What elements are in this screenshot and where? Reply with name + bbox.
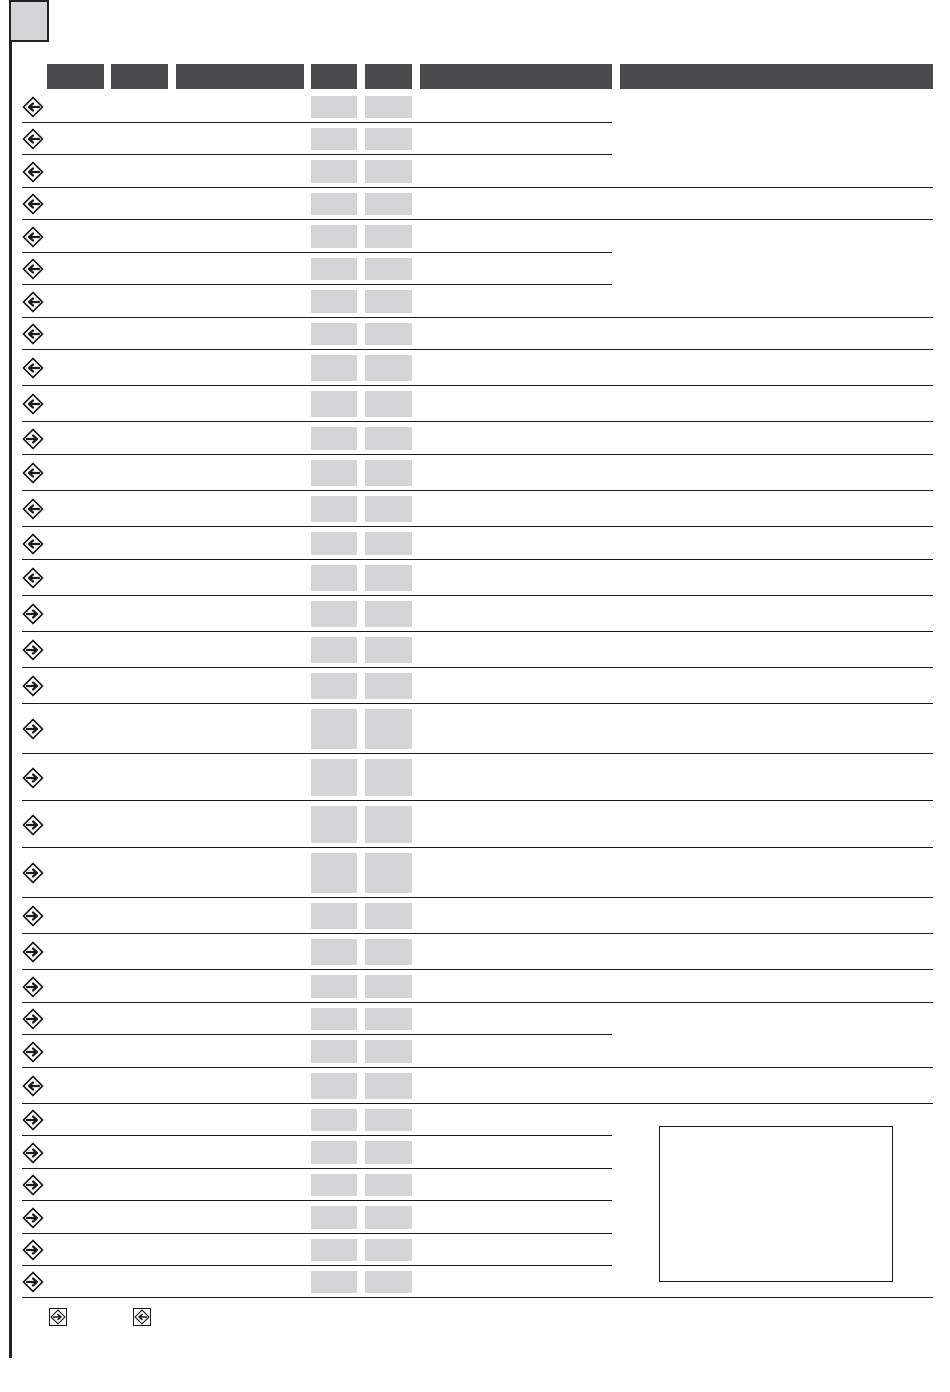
gray-cell-b [365,355,412,381]
header-cell-6 [420,64,612,89]
gray-cell-a [311,427,357,450]
row-divider [22,1265,612,1266]
gray-cell-a [311,1239,357,1261]
row-divider [22,1103,933,1104]
legend-output-icon [49,1308,67,1326]
gray-cell-a [311,903,357,929]
gray-cell-a [311,1206,357,1229]
diamond-arrow-right-icon [22,718,44,740]
gray-cell-b [365,759,412,796]
diamond-arrow-left-icon [22,1075,44,1097]
diamond-arrow-right-icon [22,1008,44,1030]
gray-cell-b [365,96,412,118]
row-divider [22,219,933,220]
diamond-arrow-left-icon [22,291,44,313]
gray-cell-a [311,1073,357,1099]
diamond-arrow-left-icon [22,226,44,248]
gray-cell-b [365,323,412,345]
row-divider [22,317,933,318]
gray-cell-a [311,258,357,280]
gray-cell-b [365,1239,412,1261]
gray-cell-b [365,903,412,929]
diamond-arrow-right-icon [22,1041,44,1063]
gray-cell-b [365,565,412,591]
row-divider [22,1002,933,1003]
gray-cell-b [365,391,412,417]
row-divider [22,284,612,285]
diamond-arrow-right-icon [22,767,44,789]
gray-cell-a [311,1109,357,1131]
page-tab [9,0,49,42]
row-divider [22,454,933,455]
diamond-arrow-right-icon [22,1207,44,1229]
gray-cell-a [311,565,357,591]
gray-cell-a [311,1008,357,1030]
header-cell-4 [311,64,357,89]
row-divider [22,187,933,188]
gray-cell-b [365,1040,412,1063]
gray-cell-a [311,193,357,215]
gray-cell-b [365,128,412,150]
gray-cell-a [311,496,357,522]
row-divider [22,385,933,386]
gray-cell-b [365,601,412,627]
gray-cell-a [311,290,357,313]
gray-cell-b [365,806,412,843]
gray-cell-b [365,193,412,215]
diamond-arrow-right-icon [22,862,44,884]
gray-cell-b [365,225,412,248]
row-divider [22,969,933,970]
row-divider [22,1297,933,1298]
gray-cell-b [365,1109,412,1131]
diamond-arrow-right-icon [22,675,44,697]
row-divider [22,1168,612,1169]
gray-cell-b [365,427,412,450]
gray-cell-a [311,975,357,998]
diamond-arrow-left-icon [22,567,44,589]
row-divider [22,154,612,155]
header-cell-7 [620,64,933,89]
gray-cell-b [365,460,412,486]
diamond-arrow-left-icon [22,462,44,484]
row-divider [22,526,933,527]
header-cell-5 [365,64,412,89]
gray-cell-a [311,96,357,118]
gray-cell-b [365,709,412,749]
row-divider [22,421,933,422]
diamond-arrow-left-icon [22,128,44,150]
header-cell-3 [176,64,304,89]
gray-cell-a [311,1141,357,1164]
diamond-arrow-left-icon [22,357,44,379]
gray-cell-a [311,709,357,749]
row-divider [22,753,933,754]
gray-cell-b [365,1206,412,1229]
gray-cell-a [311,637,357,663]
row-divider [22,800,933,801]
diamond-arrow-right-icon [22,639,44,661]
row-divider [22,349,933,350]
row-divider [22,1200,612,1201]
row-divider [22,122,612,123]
diamond-arrow-right-icon [22,1271,44,1293]
row-divider [22,595,933,596]
gray-cell-b [365,853,412,893]
diamond-arrow-right-icon [22,905,44,927]
row-divider [22,703,933,704]
gray-cell-a [311,323,357,345]
row-divider [22,490,933,491]
gray-cell-b [365,1141,412,1164]
diamond-arrow-right-icon [22,603,44,625]
diamond-arrow-left-icon [22,161,44,183]
gray-cell-a [311,225,357,248]
gray-cell-b [365,673,412,699]
left-margin-rule [9,42,12,1358]
gray-cell-a [311,391,357,417]
row-divider [22,1067,933,1068]
gray-cell-b [365,975,412,998]
diamond-arrow-right-icon [22,814,44,836]
row-divider [22,1135,612,1136]
row-divider [22,667,933,668]
row-divider [22,559,933,560]
diamond-arrow-left-icon [22,393,44,415]
diamond-arrow-right-icon [22,428,44,450]
gray-cell-a [311,673,357,699]
diamond-arrow-right-icon [22,941,44,963]
legend-input-icon [133,1308,151,1326]
header-cell-2 [111,64,168,89]
gray-cell-b [365,496,412,522]
gray-cell-b [365,637,412,663]
gray-cell-b [365,160,412,183]
gray-cell-b [365,939,412,965]
gray-cell-b [365,1174,412,1196]
gray-cell-a [311,532,357,555]
diamond-arrow-left-icon [22,193,44,215]
row-divider [22,1034,612,1035]
diamond-arrow-right-icon [22,976,44,998]
gray-cell-b [365,1008,412,1030]
gray-cell-a [311,939,357,965]
row-divider [22,897,933,898]
diamond-arrow-left-icon [22,323,44,345]
gray-cell-b [365,258,412,280]
row-divider [22,252,612,253]
gray-cell-a [311,355,357,381]
gray-cell-b [365,1271,412,1293]
gray-cell-a [311,806,357,843]
row-divider [22,631,933,632]
gray-cell-a [311,1271,357,1293]
row-divider [22,847,933,848]
diamond-arrow-left-icon [22,533,44,555]
gray-cell-a [311,1040,357,1063]
gray-cell-a [311,853,357,893]
note-box [659,1126,893,1282]
diamond-arrow-right-icon [22,1174,44,1196]
gray-cell-a [311,460,357,486]
gray-cell-a [311,759,357,796]
gray-cell-a [311,601,357,627]
row-divider [22,933,933,934]
gray-cell-b [365,532,412,555]
row-divider [22,1233,612,1234]
header-cell-1 [47,64,104,89]
diamond-arrow-right-icon [22,1109,44,1131]
diamond-arrow-left-icon [22,96,44,118]
gray-cell-a [311,1174,357,1196]
gray-cell-b [365,1073,412,1099]
diamond-arrow-right-icon [22,1239,44,1261]
gray-cell-a [311,160,357,183]
diamond-arrow-right-icon [22,1142,44,1164]
gray-cell-a [311,128,357,150]
gray-cell-b [365,290,412,313]
diamond-arrow-left-icon [22,498,44,520]
diamond-arrow-left-icon [22,258,44,280]
